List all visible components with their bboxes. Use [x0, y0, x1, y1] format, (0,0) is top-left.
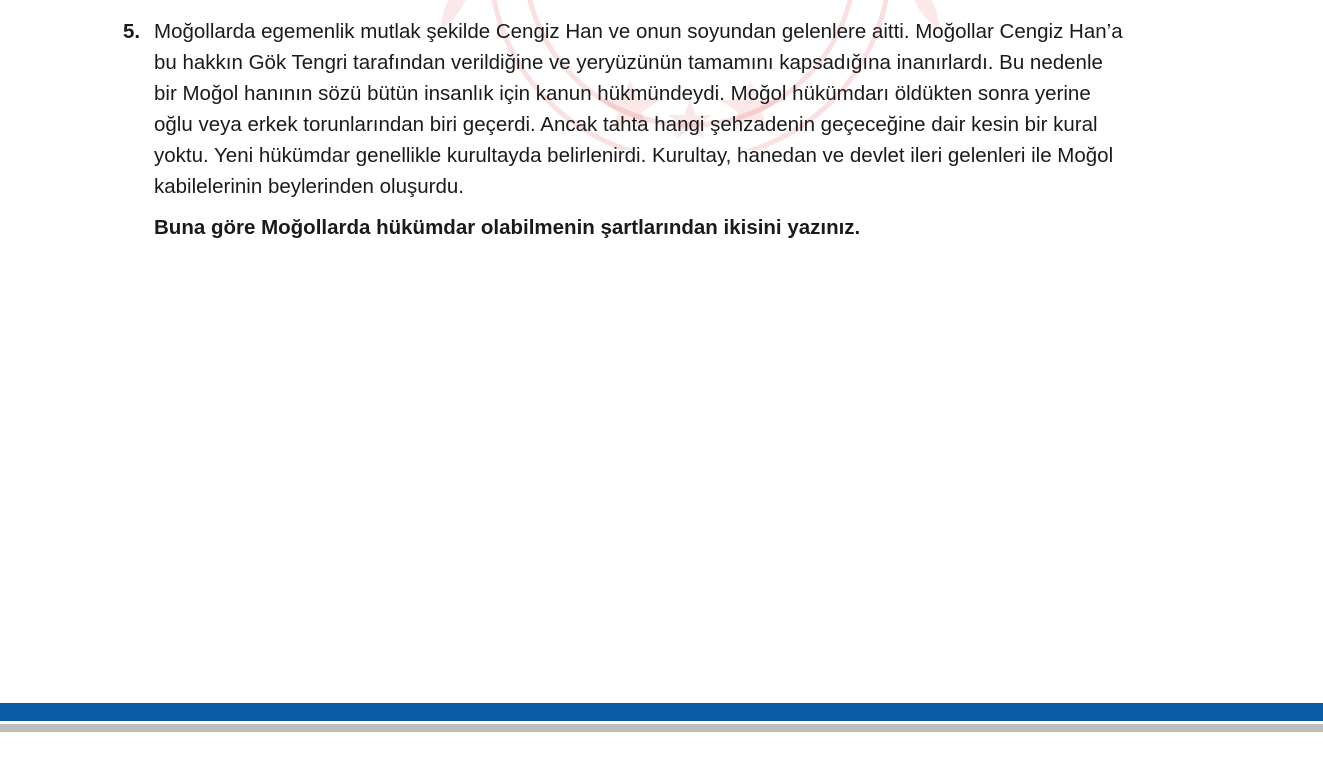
question-line: kabilelerinin beylerinden oluşurdu.	[154, 175, 464, 198]
footer-blue-bar	[0, 703, 1323, 721]
footer-gray-bar	[0, 724, 1323, 732]
question-line: bir Moğol hanının sözü bütün insanlık için kanun hükmündeydi. Moğol hükümdarı öldükten sonra yerine	[154, 82, 1091, 105]
question-prompt: Buna göre Moğollarda hükümdar olabilmenin şartlarından ikisini yazınız.	[154, 216, 861, 239]
question-text	[154, 16, 1214, 202]
question-line: yoktu. Yeni hükümdar genellikle kurultayda belirlenirdi. Kurultay, hanedan ve devlet ileri gelenleri ile Moğol	[154, 144, 1114, 167]
question-line: Moğollarda egemenlik mutlak şekilde Cengiz Han ve onun soyundan gelenlere aitti. Moğollar Cengiz Han’a	[154, 20, 1123, 43]
question-number: 5.	[123, 20, 141, 43]
question-line: oğlu veya erkek torunlarından biri geçerdi. Ancak tahta hangi şehzadenin geçeceğine dair kesin bir kural	[154, 113, 1098, 136]
question-line: bu hakkın Gök Tengri tarafından verildiğine ve yeryüzünün tamamını kapsadığına inanırlardı. Bu nedenle	[154, 51, 1103, 74]
